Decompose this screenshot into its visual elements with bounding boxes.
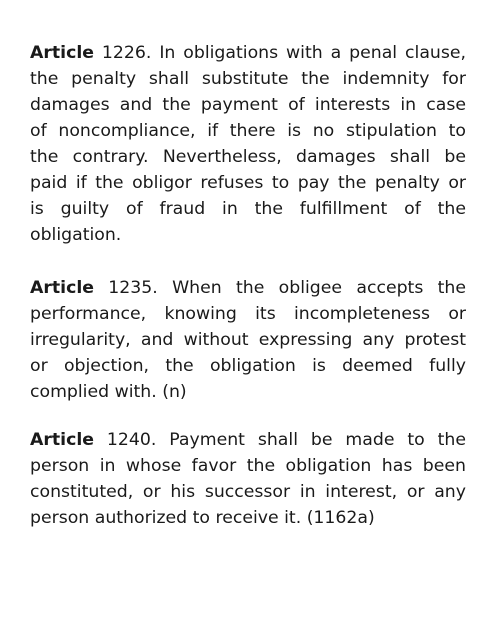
article-line: obligation. [30, 225, 122, 245]
article-line: the contrary. Nevertheless, damages shall be [30, 147, 466, 167]
article-line: the penalty shall substitute the indemnity for [30, 69, 466, 89]
article-line: is guilty of fraud in the fulfillment of the [30, 199, 466, 219]
article-line: damages and the payment of interests in case [30, 95, 466, 115]
article-line: irregularity, and without expressing any protest [30, 330, 466, 350]
article-line: constituted, or his successor in interest, or any [30, 482, 466, 502]
article-1235 [30, 275, 466, 405]
article-label: Article [30, 43, 94, 63]
article-text: 1240. Payment shall be made to the [93, 430, 466, 450]
article-text: 1226. In obligations with a penal clause, [93, 43, 466, 63]
article-line [30, 275, 466, 301]
article-line: person in whose favor the obligation has been [30, 456, 466, 476]
article-line: of noncompliance, if there is no stipulation to [30, 121, 466, 141]
article-line [30, 40, 466, 66]
article-line: or objection, the obligation is deemed fully [30, 356, 466, 376]
article-text: 1235. When the obligee accepts the [93, 278, 466, 298]
article-label: Article [30, 430, 94, 450]
article-1226 [30, 40, 466, 248]
article-1240 [30, 427, 466, 531]
article-label: Article [30, 278, 94, 298]
article-line [30, 427, 466, 453]
article-line: paid if the obligor refuses to pay the penalty or [30, 173, 466, 193]
article-line: performance, knowing its incompleteness or [30, 304, 466, 324]
article-line: complied with. (n) [30, 382, 187, 402]
article-line: person authorized to receive it. (1162a) [30, 508, 375, 528]
